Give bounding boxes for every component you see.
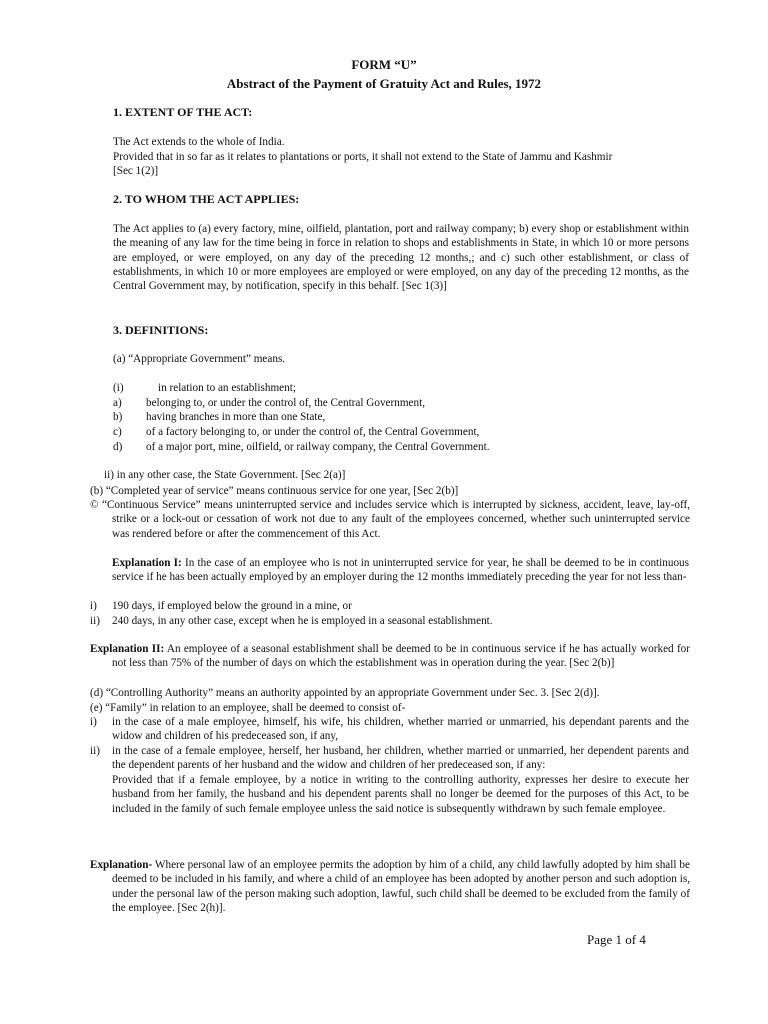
- list-mark: c): [113, 426, 122, 438]
- list-mark: b): [113, 411, 123, 423]
- document-subtitle: Abstract of the Payment of Gratuity Act and Rules, 1972: [226, 76, 542, 91]
- list-item: of a major port, mine, oilfield, or railway company, the Central Government.: [146, 441, 490, 453]
- def-b: (b) “Completed year of service” means continuous service for one year, [Sec 2(b)]: [90, 485, 459, 497]
- explanation-1-item-i: 190 days, if employed below the ground in a mine, or: [112, 600, 352, 612]
- list-item: belonging to, or under the control of, the Central Government,: [146, 397, 425, 409]
- s1-line-2: Provided that in so far as it relates to plantations or ports, it shall not extend to the State of Jammu and Kashmir: [113, 151, 613, 163]
- explanation-2-text: An employee of a seasonal establishment shall be deemed to be in continuous service if he has actually worked for not less than 75% of the number of days on which the establishment was in operation during the year. [Sec 2(b)]: [112, 643, 690, 670]
- explanation-1: [112, 556, 689, 585]
- section-1-heading: 1. EXTENT OF THE ACT:: [113, 105, 253, 119]
- explanation-1-label: Explanation I:: [112, 557, 182, 569]
- explanation-3-label: Explanation-: [90, 859, 153, 871]
- list-mark: d): [113, 441, 123, 453]
- form-title: FORM “U”: [351, 57, 417, 72]
- list-mark: (i): [113, 382, 124, 394]
- list-mark: i): [90, 600, 97, 612]
- list-mark: ii): [90, 615, 100, 627]
- explanation-1-item-ii: 240 days, in any other case, except when he is employed in a seasonal establishment.: [112, 615, 493, 627]
- list-mark: a): [113, 397, 122, 409]
- def-d: (d) “Controlling Authority” means an authority appointed by an appropriate Government under Sec. 3. [Sec 2(d)].: [90, 687, 600, 699]
- s1-line-3: [Sec 1(2)]: [113, 165, 159, 177]
- explanation-3-text: Where personal law of an employee permits the adoption by him of a child, any child lawfully adopted by him shall be deemed to be included in his family, and where a child of an employee has been adopted by another person and such adoption is, under the personal law of the person making such adoption, lawful, such child shall be deemed to be excluded from the family of the employee. [Sec 2(h)].: [112, 859, 690, 914]
- explanation-3: [90, 858, 690, 915]
- def-a-intro: (a) “Appropriate Government” means.: [113, 353, 286, 365]
- section-3-heading: 3. DEFINITIONS:: [113, 323, 209, 337]
- list-item: in relation to an establishment;: [158, 382, 296, 394]
- explanation-2: [90, 642, 690, 671]
- list-item: having branches in more than one State,: [146, 411, 326, 423]
- list-item: of a factory belonging to, or under the control of, the Central Government,: [146, 426, 480, 438]
- def-a-other-case: ii) in any other case, the State Government. [Sec 2(a)]: [104, 469, 346, 481]
- explanation-2-label: Explanation II:: [90, 643, 165, 655]
- list-mark: i): [90, 716, 97, 728]
- explanation-1-text: In the case of an employee who is not in uninterrupted service for year, he shall be deemed to be in continuous service if he has been actually employed by an employer during the 12 months immediately preceding the year for not less than-: [112, 557, 689, 584]
- section-2-heading: 2. TO WHOM THE ACT APPLIES:: [113, 192, 300, 206]
- def-c: [90, 498, 690, 541]
- proviso: Provided that if a female employee, by a notice in writing to the controlling authority, expresses her desire to execute her husband from her family, the husband and his dependent parents shall no longer be deemed for the purposes of this Act, to be included in the family of such female employee unless the said notice is subsequently withdrawn by such female employee.: [112, 774, 689, 815]
- def-e: (e) “Family” in relation to an employee, shall be deemed to consist of-: [90, 702, 406, 714]
- def-e-item-i: in the case of a male employee, himself, his wife, his children, whether married or unmarried, his dependant parents and the widow and children of his predeceased son, if any,: [112, 716, 689, 743]
- def-e-item-ii: in the case of a female employee, herself, her husband, her children, whether married or unmarried, her dependent parents and the dependent parents of her husband and the widow and children of her predeceased son, if any:: [112, 745, 689, 772]
- page-number: Page 1 of 4: [587, 932, 646, 947]
- s2-paragraph: The Act applies to (a) every factory, mine, oilfield, plantation, port and railway company; b) every shop or establishment within the meaning of any law for the time being in force in relation to shops and establishments in State, in which 10 or more persons are employed, or were employed, on any day of the preceding 12 months,; and c) such other establishment, or class of establishments, in which 10 or more employees are employed or were employed, on any day of the preceding 12 months, as the Central Government may, by notification, specify in this behalf. [Sec 1(3)]: [113, 223, 689, 293]
- list-mark: ii): [90, 745, 100, 757]
- s1-line-1: The Act extends to the whole of India.: [113, 136, 285, 148]
- def-c-text: © “Continuous Service” means uninterrupted service and includes service which is interrupted by sickness, accident, leave, lay-off, strike or a lock-out or cessation of work not due to any fault of the employees concerned, whether such uninterrupted service was rendered before or after the commencement of this Act.: [90, 499, 690, 540]
